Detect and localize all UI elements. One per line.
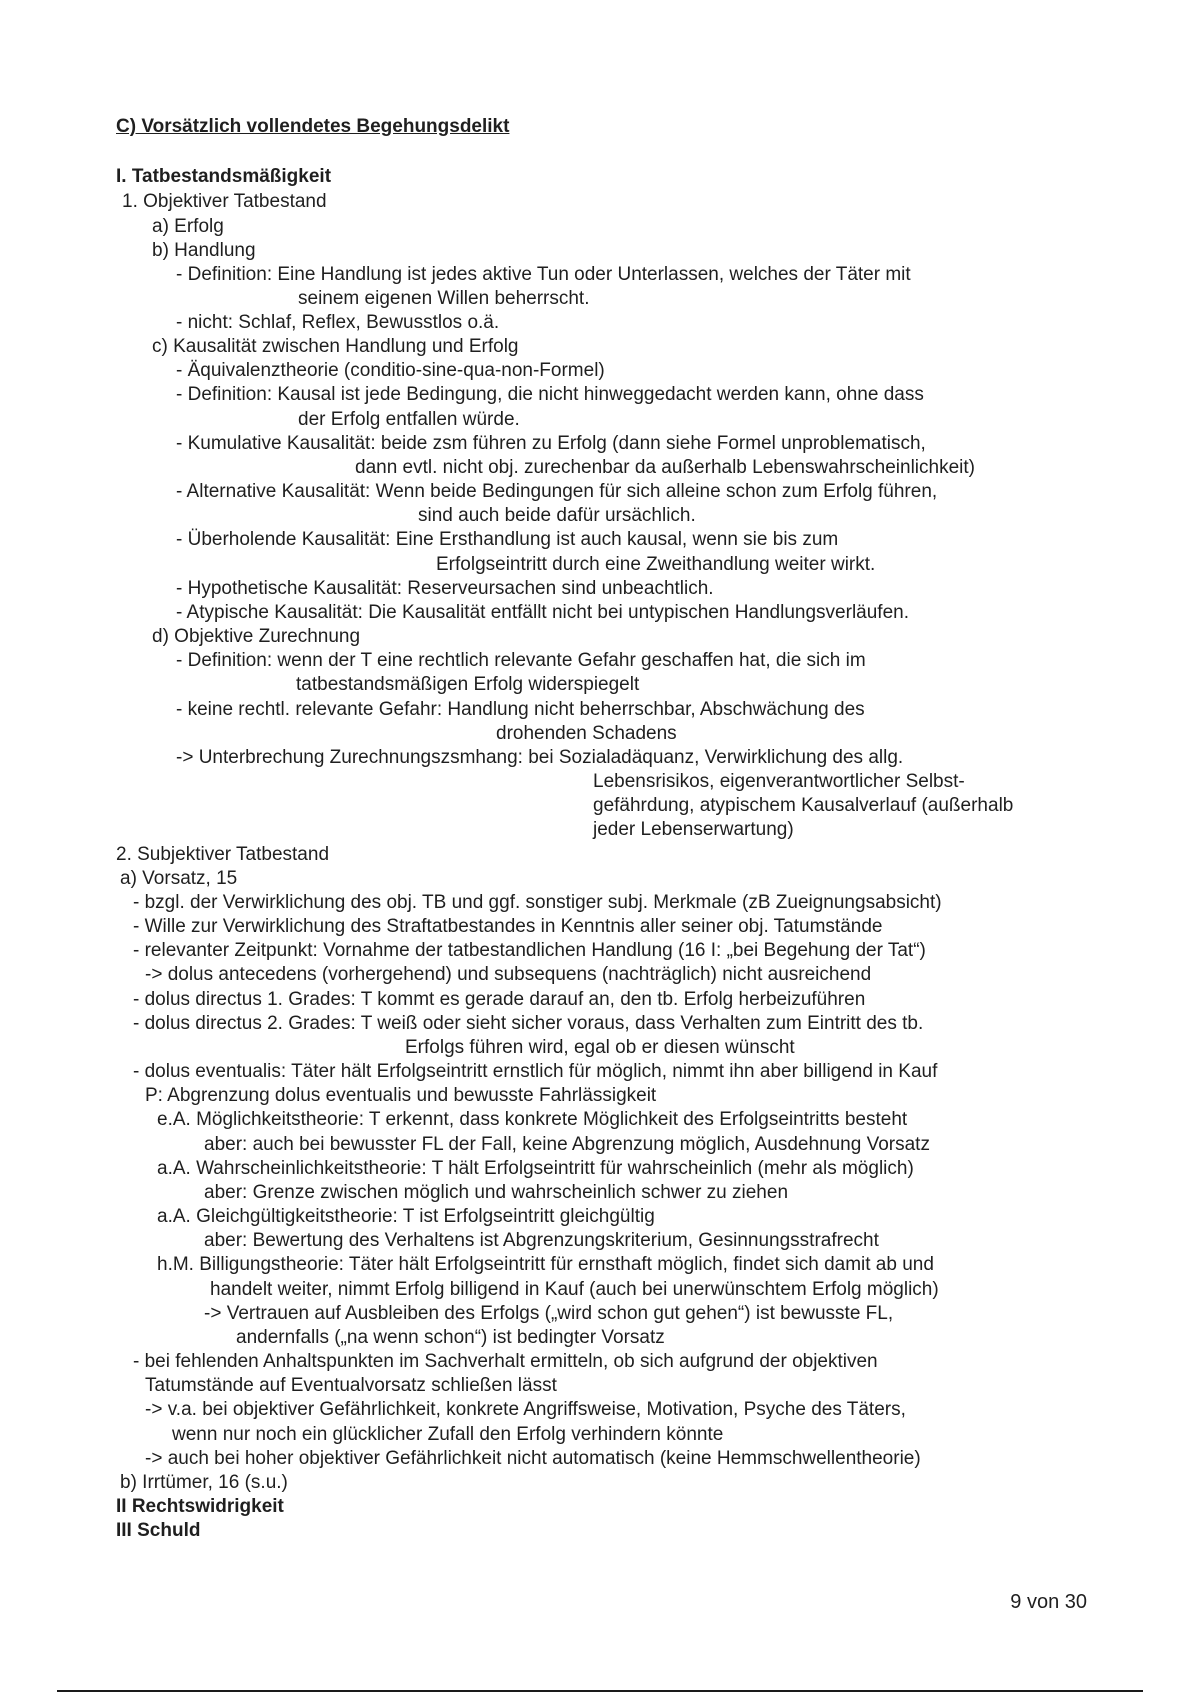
text-line: 1. Objektiver Tatbestand	[122, 191, 327, 212]
text-line: e.A. Möglichkeitstheorie: T erkennt, dass konkrete Möglichkeit des Erfolgseintritts besteht	[157, 1109, 908, 1130]
text-line: Lebensrisikos, eigenverantwortlicher Selbst-	[593, 771, 965, 792]
text-line: - Äquivalenztheorie (conditio-sine-qua-non-Formel)	[176, 360, 605, 381]
text-line: - Definition: Kausal ist jede Bedingung, die nicht hinweggedacht werden kann, ohne dass	[176, 384, 924, 405]
text-line: - dolus eventualis: Täter hält Erfolgseintritt ernstlich für möglich, nimmt ihn aber billigend in Kauf	[133, 1061, 938, 1082]
text-line: -> auch bei hoher objektiver Gefährlichkeit nicht automatisch (keine Hemmschwellentheorie)	[145, 1448, 921, 1469]
text-line: - bei fehlenden Anhaltspunkten im Sachverhalt ermitteln, ob sich aufgrund der objektiven	[133, 1351, 878, 1372]
text-line: sind auch beide dafür ursächlich.	[418, 505, 696, 526]
text-line: c) Kausalität zwischen Handlung und Erfolg	[152, 336, 519, 357]
text-line: - Definition: Eine Handlung ist jedes aktive Tun oder Unterlassen, welches der Täter mit	[176, 264, 911, 285]
text-line: handelt weiter, nimmt Erfolg billigend in Kauf (auch bei unerwünschtem Erfolg möglich)	[210, 1279, 939, 1300]
section-title: C) Vorsätzlich vollendetes Begehungsdelikt	[116, 116, 510, 137]
text-line: Erfolgseintritt durch eine Zweithandlung weiter wirkt.	[436, 554, 876, 575]
text-line: a) Erfolg	[152, 216, 224, 237]
text-line: - Hypothetische Kausalität: Reserveursachen sind unbeachtlich.	[176, 578, 714, 599]
text-line: - Kumulative Kausalität: beide zsm führen zu Erfolg (dann siehe Formel unproblematisch,	[176, 433, 926, 454]
text-line: dann evtl. nicht obj. zurechenbar da außerhalb Lebenswahrscheinlichkeit)	[355, 457, 975, 478]
text-line: - relevanter Zeitpunkt: Vornahme der tatbestandlichen Handlung (16 I: „bei Begehung der Tat“)	[133, 940, 926, 961]
text-line: wenn nur noch ein glücklicher Zufall den Erfolg verhindern könnte	[172, 1424, 724, 1445]
text-line: - dolus directus 1. Grades: T kommt es gerade darauf an, den tb. Erfolg herbeizuführen	[133, 989, 866, 1010]
text-line: a.A. Gleichgültigkeitstheorie: T ist Erfolgseintritt gleichgültig	[157, 1206, 655, 1227]
footer-divider	[57, 1690, 1143, 1692]
text-line: Tatumstände auf Eventualvorsatz schließen lässt	[145, 1375, 557, 1396]
text-line: aber: Grenze zwischen möglich und wahrscheinlich schwer zu ziehen	[204, 1182, 789, 1203]
heading-schuld: III Schuld	[116, 1520, 201, 1541]
text-line: - Überholende Kausalität: Eine Ersthandlung ist auch kausal, wenn sie bis zum	[176, 529, 839, 550]
text-line: -> Vertrauen auf Ausbleiben des Erfolgs („wird schon gut gehen“) ist bewusste FL,	[204, 1303, 894, 1324]
text-line: - Atypische Kausalität: Die Kausalität entfällt nicht bei untypischen Handlungsverläufen.	[176, 602, 909, 623]
text-line: jeder Lebenserwartung)	[593, 819, 794, 840]
text-line: h.M. Billigungstheorie: Täter hält Erfolgseintritt für ernsthaft möglich, findet sich damit ab und	[157, 1254, 934, 1275]
text-line: d) Objektive Zurechnung	[152, 626, 361, 647]
text-line: - dolus directus 2. Grades: T weiß oder sieht sicher voraus, dass Verhalten zum Eintritt des tb.	[133, 1013, 924, 1034]
heading-rechtswidrigkeit: II Rechtswidrigkeit	[116, 1496, 284, 1517]
text-line: drohenden Schadens	[496, 723, 677, 744]
text-line: Erfolgs führen wird, egal ob er diesen wünscht	[405, 1037, 795, 1058]
text-line: tatbestandsmäßigen Erfolg widerspiegelt	[296, 674, 640, 695]
heading-tatbestandsmaessigkeit: I. Tatbestandsmäßigkeit	[116, 166, 332, 187]
text-line: andernfalls („na wenn schon“) ist bedingter Vorsatz	[236, 1327, 665, 1348]
text-line: b) Irrtümer, 16 (s.u.)	[120, 1472, 288, 1493]
text-line: -> Unterbrechung Zurechnungszsmhang: bei Sozialadäquanz, Verwirklichung des allg.	[176, 747, 904, 768]
text-line: aber: auch bei bewusster FL der Fall, keine Abgrenzung möglich, Ausdehnung Vorsatz	[204, 1134, 930, 1155]
text-line: P: Abgrenzung dolus eventualis und bewusste Fahrlässigkeit	[145, 1085, 657, 1106]
text-line: - Alternative Kausalität: Wenn beide Bedingungen für sich alleine schon zum Erfolg führen,	[176, 481, 938, 502]
text-line: a) Vorsatz, 15	[120, 868, 238, 889]
text-line: gefährdung, atypischem Kausalverlauf (außerhalb	[593, 795, 1014, 816]
text-line: - Definition: wenn der T eine rechtlich relevante Gefahr geschaffen hat, die sich im	[176, 650, 866, 671]
text-line: seinem eigenen Willen beherrscht.	[298, 288, 590, 309]
text-line: -> dolus antecedens (vorhergehend) und subsequens (nachträglich) nicht ausreichend	[145, 964, 872, 985]
text-line: der Erfolg entfallen würde.	[298, 409, 520, 430]
text-line: - keine rechtl. relevante Gefahr: Handlung nicht beherrschbar, Abschwächung des	[176, 699, 865, 720]
text-line: aber: Bewertung des Verhaltens ist Abgrenzungskriterium, Gesinnungsstrafrecht	[204, 1230, 879, 1251]
page-number: 9 von 30	[1010, 1591, 1087, 1613]
text-line: b) Handlung	[152, 240, 256, 261]
text-line: - bzgl. der Verwirklichung des obj. TB und ggf. sonstiger subj. Merkmale (zB Zueignungsabsicht)	[133, 892, 942, 913]
text-line: - Wille zur Verwirklichung des Straftatbestandes in Kenntnis aller seiner obj. Tatumstände	[133, 916, 883, 937]
text-line: 2. Subjektiver Tatbestand	[116, 844, 330, 865]
text-line: - nicht: Schlaf, Reflex, Bewusstlos o.ä.	[176, 312, 500, 333]
text-line: -> v.a. bei objektiver Gefährlichkeit, konkrete Angriffsweise, Motivation, Psyche des Täters,	[145, 1399, 906, 1420]
text-line: a.A. Wahrscheinlichkeitstheorie: T hält Erfolgseintritt für wahrscheinlich (mehr als möglich)	[157, 1158, 914, 1179]
